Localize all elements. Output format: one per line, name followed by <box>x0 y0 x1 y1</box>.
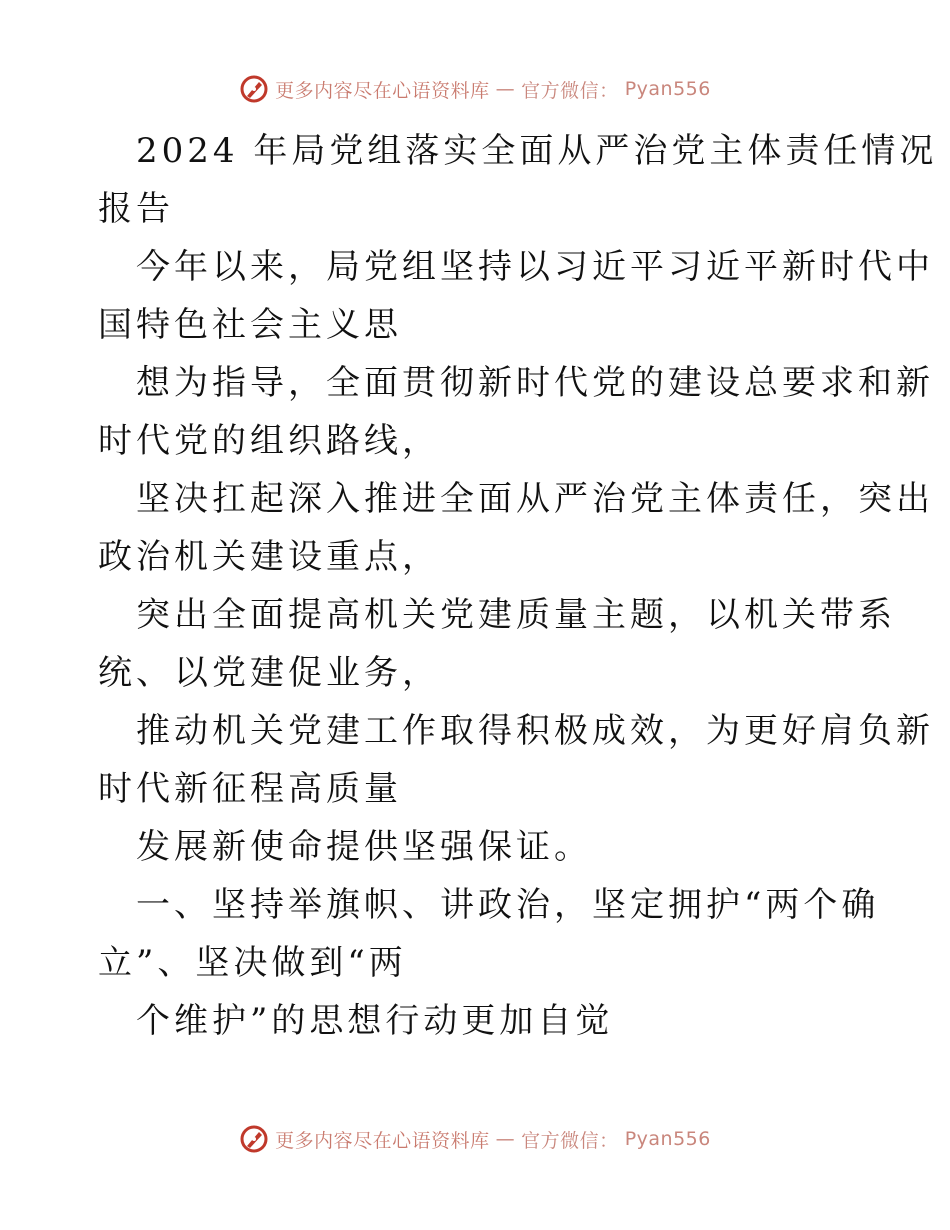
watermark-contact-label: 官方微信： <box>521 1129 619 1152</box>
document-line: 立”、坚决做到“两 <box>98 943 407 983</box>
watermark-main-text: 更多内容尽在心语资料库 <box>275 1129 490 1152</box>
document-line: 政治机关建设重点， <box>98 537 440 577</box>
document-line: 突出全面提高机关党建质量主题，以机关带系 <box>136 595 896 635</box>
document-line: 推动机关党建工作取得积极成效，为更好肩负新 <box>136 711 934 751</box>
document-line: 时代党的组织路线， <box>98 421 440 461</box>
page-header-watermark <box>0 74 950 104</box>
document-line: 今年以来，局党组坚持以习近平习近平新时代中 <box>136 247 934 287</box>
pen-nib-circle-icon <box>239 74 269 104</box>
document-line: 坚决扛起深入推进全面从严治党主体责任，突出 <box>136 479 934 519</box>
document-line: 报告 <box>98 189 174 229</box>
watermark-separator: — <box>495 78 516 100</box>
document-line: 统、以党建促业务， <box>98 653 440 693</box>
document-body <box>98 122 938 1050</box>
document-line: 一、坚持举旗帜、讲政治，坚定拥护“两个确 <box>136 885 880 925</box>
document-line: 时代新征程高质量 <box>98 769 402 809</box>
document-line: 2024 年局党组落实全面从严治党主体责任情况 <box>136 131 938 171</box>
watermark-id: Pyan556 <box>624 78 711 100</box>
watermark-contact-label: 官方微信： <box>521 79 619 102</box>
watermark-separator: — <box>495 1128 516 1150</box>
document-line: 国特色社会主义思 <box>98 305 402 345</box>
page-footer-watermark <box>0 1124 950 1154</box>
document-line: 想为指导，全面贯彻新时代党的建设总要求和新 <box>136 363 934 403</box>
document-line: 发展新使命提供坚强保证。 <box>136 827 592 867</box>
watermark-id: Pyan556 <box>624 1128 711 1150</box>
document-line: 个维护”的思想行动更加自觉 <box>136 1001 614 1041</box>
pen-nib-circle-icon <box>239 1124 269 1154</box>
watermark-main-text: 更多内容尽在心语资料库 <box>275 79 490 102</box>
